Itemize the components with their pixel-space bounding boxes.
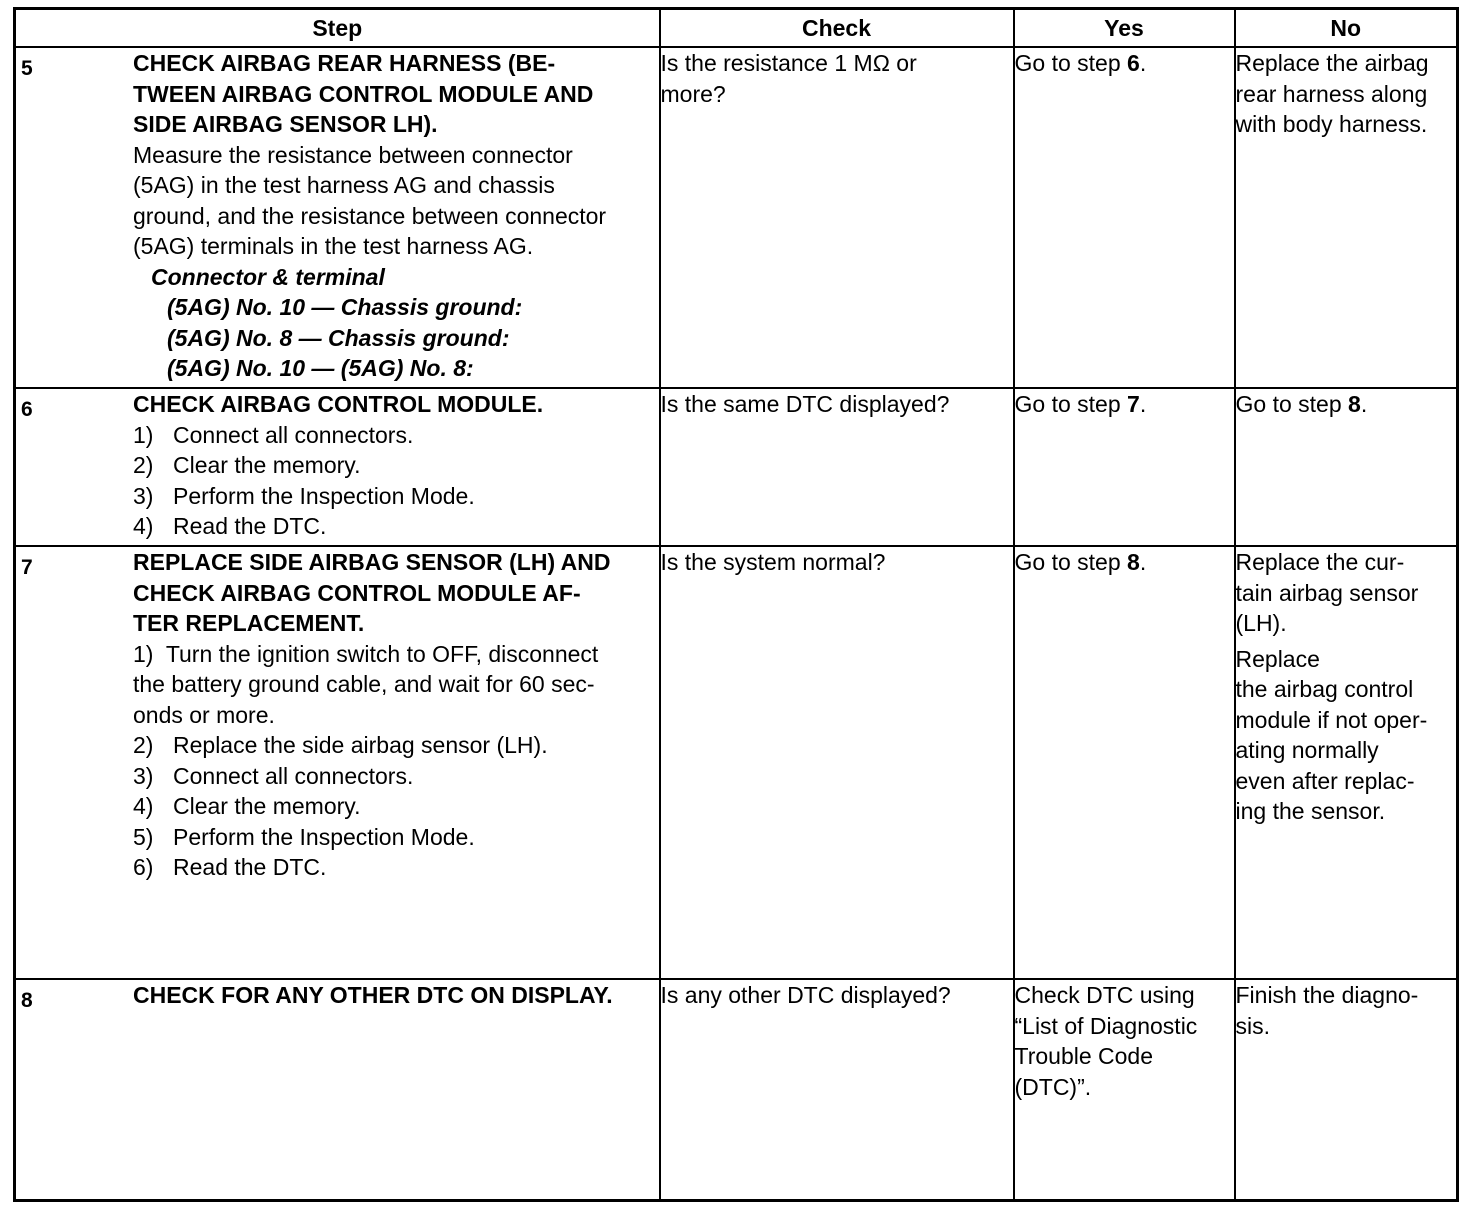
step-cell: [15, 979, 660, 1201]
yes-text-end: .: [1139, 549, 1147, 575]
no-line: module if not oper-: [1235, 706, 1428, 733]
no-line: Replace the cur-: [1235, 549, 1405, 575]
list-number: 5): [133, 823, 154, 850]
list-number: 3): [133, 482, 154, 509]
description-line: (5AG) terminals in the test harness AG.: [133, 233, 534, 259]
no-cell: [1235, 546, 1458, 979]
list-text: Clear the memory.: [173, 793, 361, 819]
check-line: Is any other DTC displayed?: [660, 982, 951, 1008]
title-line: TWEEN AIRBAG CONTROL MODULE AND: [133, 80, 594, 107]
no-line: ating normally: [1235, 737, 1379, 763]
list-item-line: onds or more.: [133, 701, 275, 728]
header-row: [15, 9, 1458, 48]
step-number: 6: [21, 398, 33, 421]
check-line: Is the system normal?: [660, 549, 886, 575]
step-number: 8: [21, 989, 33, 1012]
list-item-first: [133, 639, 659, 731]
yes-step-number: 7: [1127, 391, 1140, 417]
table-row-step-5: [15, 47, 1458, 388]
check-cell: [660, 546, 1014, 979]
list-text: Perform the Inspection Mode.: [173, 482, 475, 509]
spec-line: (5AG) No. 10 — Chassis ground:: [167, 294, 523, 320]
spec-line: (5AG) No. 10 — (5AG) No. 8:: [167, 355, 474, 381]
list-item: [133, 761, 659, 792]
title-line: SIDE AIRBAG SENSOR LH).: [133, 111, 438, 137]
description-line: Measure the resistance between connector: [133, 141, 573, 168]
description-line: (5AG) in the test harness AG and chassis: [133, 172, 555, 198]
step-description: [133, 140, 659, 262]
step-number: 5: [21, 57, 33, 80]
step-number: 7: [21, 556, 33, 579]
check-cell: [660, 47, 1014, 388]
no-line: ing the sensor.: [1235, 798, 1386, 824]
list-number: 4): [133, 513, 154, 539]
no-line: the airbag control: [1235, 676, 1414, 702]
step-title: CHECK FOR ANY OTHER DTC ON DISPLAY.: [133, 982, 613, 1008]
no-cell: [1235, 47, 1458, 388]
list-item: [133, 420, 659, 451]
yes-cell: [1014, 47, 1235, 388]
yes-line: Trouble Code: [1014, 1043, 1154, 1069]
step-cell: [15, 388, 660, 546]
list-number: 2): [133, 732, 154, 758]
list-text: Read the DTC.: [173, 513, 327, 539]
list-item: [133, 450, 659, 481]
list-number: 4): [133, 793, 154, 819]
no-line: rear harness along: [1235, 80, 1428, 107]
spec-heading: Connector & terminal: [151, 263, 385, 290]
no-cell: [1235, 388, 1458, 546]
list-text: Clear the memory.: [173, 452, 361, 478]
list-item: [133, 791, 659, 822]
list-item: [133, 730, 659, 761]
no-line: even after replac-: [1235, 767, 1415, 794]
step-title: [133, 48, 659, 140]
list-item: [133, 511, 659, 542]
title-line: TER REPLACEMENT.: [133, 610, 365, 636]
no-cell: [1235, 979, 1458, 1201]
step-cell: [15, 47, 660, 388]
list-item: [133, 822, 659, 853]
no-paragraph: [1236, 547, 1457, 639]
step-cell: [15, 546, 660, 979]
list-number: 1): [133, 421, 154, 448]
yes-cell: [1014, 546, 1235, 979]
title-line: REPLACE SIDE AIRBAG SENSOR (LH) AND: [133, 549, 611, 575]
check-line: more?: [660, 80, 726, 107]
yes-text: Go to step: [1014, 549, 1128, 575]
table-row-step-7: [15, 546, 1458, 979]
title-line: CHECK AIRBAG REAR HARNESS (BE-: [133, 50, 556, 76]
list-item: [133, 481, 659, 512]
no-text-end: .: [1360, 391, 1368, 417]
yes-cell: [1014, 388, 1235, 546]
list-item: [133, 852, 659, 883]
list-text: Read the DTC.: [173, 854, 327, 880]
description-line: ground, and the resistance between connector: [133, 202, 607, 229]
no-line: Replace: [1235, 645, 1320, 672]
no-line: tain airbag sensor: [1235, 579, 1419, 606]
no-step-number: 8: [1348, 391, 1361, 417]
step-title: CHECK AIRBAG CONTROL MODULE.: [133, 391, 544, 417]
check-line: Is the same DTC displayed?: [660, 391, 950, 417]
yes-text: Go to step: [1014, 391, 1128, 417]
no-line: Finish the diagno-: [1235, 982, 1419, 1008]
yes-line: Check DTC using: [1014, 982, 1195, 1008]
list-item-line: the battery ground cable, and wait for 60 sec-: [133, 671, 595, 697]
yes-line: “List of Diagnostic: [1014, 1012, 1198, 1039]
title-line: CHECK AIRBAG CONTROL MODULE AF-: [133, 579, 581, 606]
list-text: Perform the Inspection Mode.: [173, 823, 475, 850]
no-text: Go to step: [1235, 391, 1349, 417]
no-line: (LH).: [1235, 610, 1287, 636]
list-number: 6): [133, 854, 154, 880]
check-cell: [660, 979, 1014, 1201]
list-text: Connect all connectors.: [173, 762, 414, 789]
check-line: Is the resistance 1 MΩ or: [660, 50, 917, 76]
no-line: Replace the airbag: [1235, 50, 1429, 76]
table-row-step-8: [15, 979, 1458, 1201]
list-text: Connect all connectors.: [173, 421, 414, 448]
diagnostic-table: [13, 7, 1459, 1202]
list-item-line: 1) Turn the ignition switch to OFF, disconnect: [133, 640, 599, 667]
header-check: Check: [660, 9, 1014, 48]
yes-line: (DTC)”.: [1014, 1073, 1092, 1100]
no-line: with body harness.: [1235, 111, 1428, 137]
yes-text-end: .: [1139, 50, 1147, 76]
spec-line: (5AG) No. 8 — Chassis ground:: [167, 324, 510, 351]
yes-text-end: .: [1139, 391, 1147, 417]
list-number: 3): [133, 762, 154, 789]
list-number: 2): [133, 452, 154, 478]
yes-text: Go to step: [1014, 50, 1128, 76]
header-yes: Yes: [1014, 9, 1235, 48]
no-paragraph: [1236, 644, 1457, 827]
header-step: Step: [15, 9, 660, 48]
yes-step-number: 6: [1127, 50, 1140, 76]
table-row-step-6: [15, 388, 1458, 546]
header-no: No: [1235, 9, 1458, 48]
list-text: Replace the side airbag sensor (LH).: [173, 732, 548, 758]
yes-step-number: 8: [1127, 549, 1140, 575]
no-line: sis.: [1235, 1012, 1270, 1039]
step-title: [133, 547, 659, 639]
yes-cell: [1014, 979, 1235, 1201]
check-cell: [660, 388, 1014, 546]
